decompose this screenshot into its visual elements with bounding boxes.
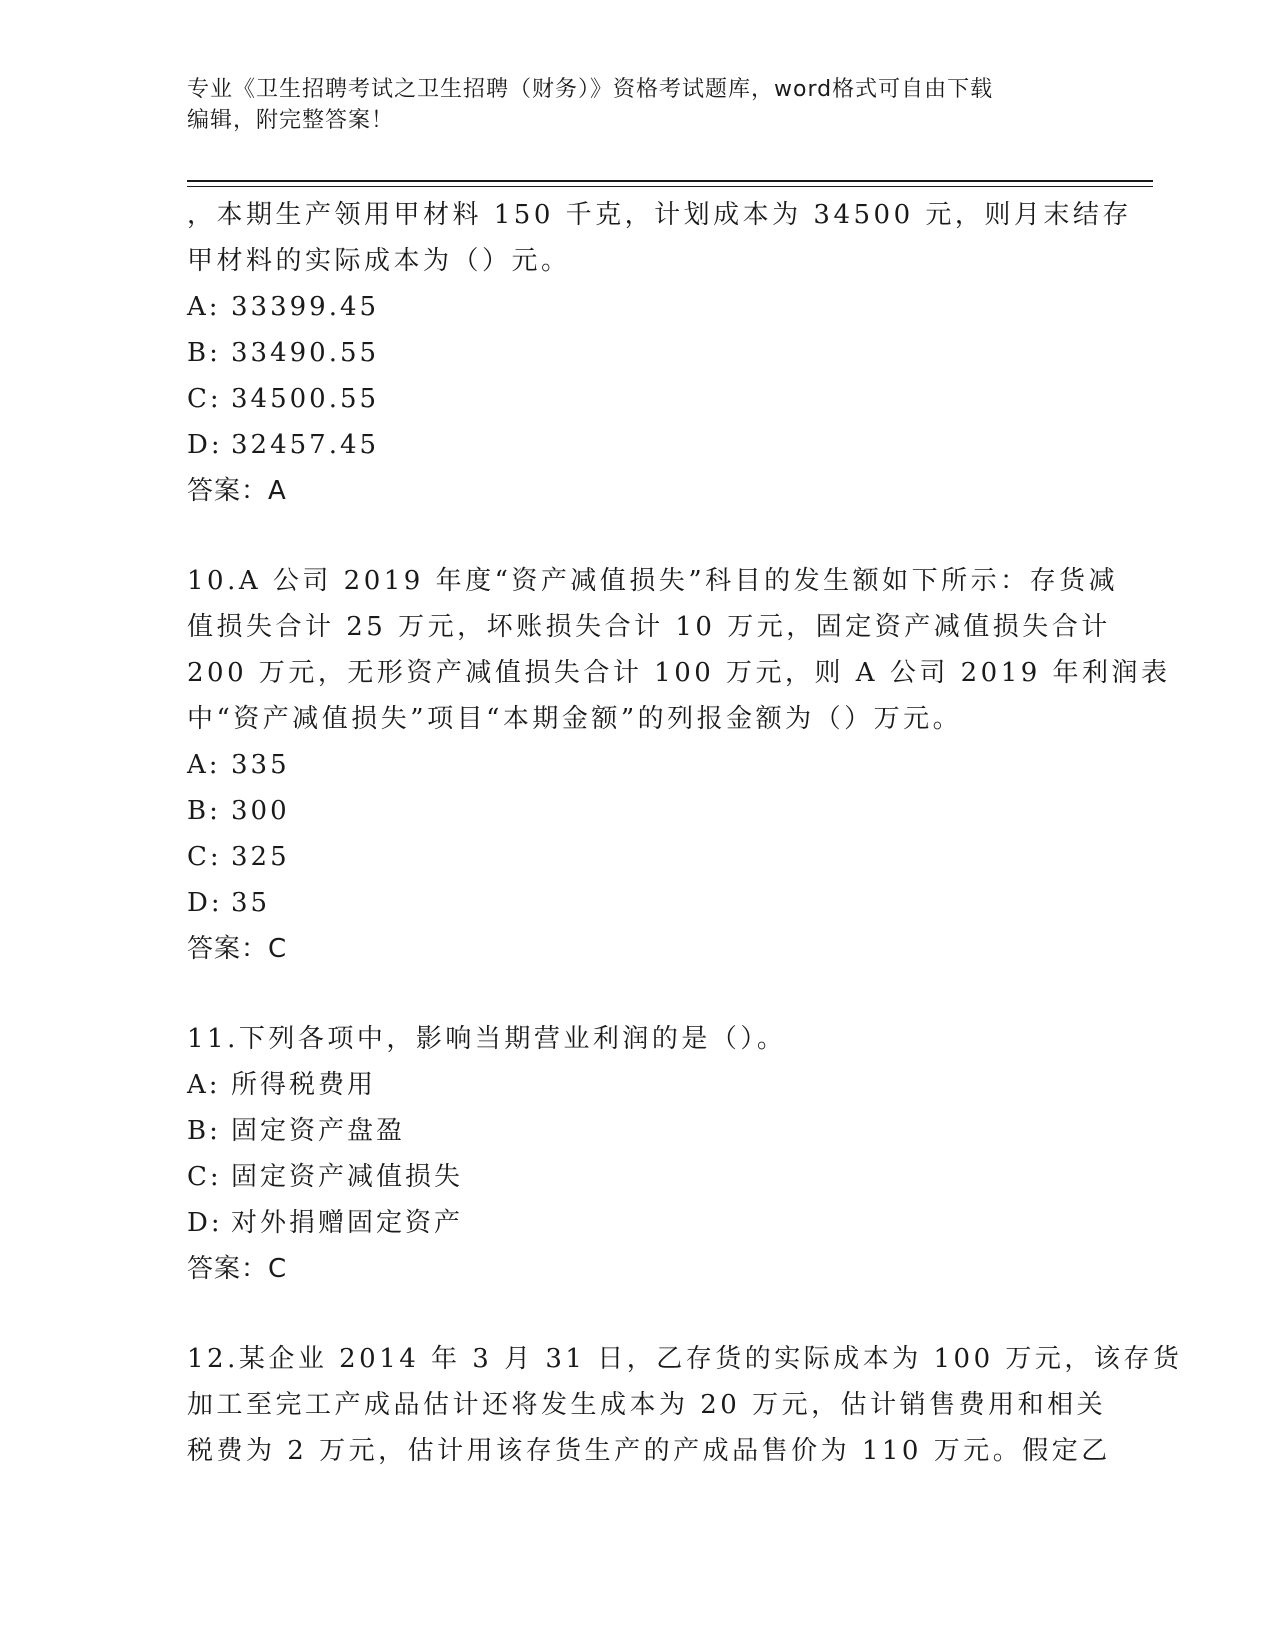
option-key: A: (187, 750, 221, 780)
question-stem-line: 甲材料的实际成本为（）元。 (187, 246, 571, 276)
option-d (187, 422, 1087, 468)
option-key: A: (187, 292, 221, 322)
option-text: 35 (231, 888, 271, 918)
option-a (187, 742, 1087, 788)
option-c (187, 376, 1087, 422)
question-stem-line: 200 万元，无形资产减值损失合计 100 万元，则 A 公司 2019 年利润表 (187, 658, 1171, 688)
option-key: B: (187, 796, 221, 826)
option-d (187, 880, 1087, 926)
spacer (187, 514, 1087, 558)
answer: 答案：C (187, 934, 288, 964)
question-9-continued (187, 192, 1132, 514)
answer: 答案：A (187, 476, 287, 506)
question-stem-line: 11.下列各项中，影响当期营业利润的是（）。 (187, 1024, 787, 1054)
question-stem-line: ，本期生产领用甲材料 150 千克，计划成本为 34500 元，则月末结存 (187, 200, 1132, 230)
question-11 (187, 1016, 1087, 1292)
header-divider-thick (187, 180, 1153, 182)
option-key: C: (187, 1162, 222, 1192)
option-key: C: (187, 842, 222, 872)
option-key: C: (187, 384, 222, 414)
spacer (187, 1292, 1087, 1336)
question-12 (187, 1336, 1183, 1474)
option-text: 325 (231, 842, 290, 872)
question-stem-line: 值损失合计 25 万元，坏账损失合计 10 万元，固定资产减值损失合计 (187, 612, 1111, 642)
question-10 (187, 558, 1171, 972)
option-d (187, 1200, 1087, 1246)
option-key: A: (187, 1070, 221, 1100)
option-text: 所得税费用 (231, 1070, 377, 1100)
option-text: 对外捐赠固定资产 (231, 1208, 464, 1238)
option-a (187, 1062, 1087, 1108)
option-text: 32457.45 (231, 430, 380, 460)
question-stem-line: 中“资产减值损失”项目“本期金额”的列报金额为（）万元。 (187, 704, 963, 734)
option-text: 34500.55 (231, 384, 380, 414)
option-text: 固定资产盘盈 (231, 1116, 406, 1146)
question-stem-line: 12.某企业 2014 年 3 月 31 日，乙存货的实际成本为 100 万元，该存货 (187, 1344, 1183, 1374)
option-c (187, 834, 1087, 880)
option-text: 33490.55 (231, 338, 380, 368)
header-line-1: 专业《卫生招聘考试之卫生招聘（财务）》资格考试题库，word格式可自由下载 (187, 77, 994, 102)
option-key: B: (187, 1116, 221, 1146)
option-key: B: (187, 338, 221, 368)
option-text: 335 (231, 750, 290, 780)
spacer (187, 972, 1087, 1016)
answer: 答案：C (187, 1254, 288, 1284)
question-stem-line: 税费为 2 万元，估计用该存货生产的产成品售价为 110 万元。假定乙 (187, 1436, 1111, 1466)
question-content (187, 192, 1183, 1474)
question-stem-line: 10.A 公司 2019 年度“资产减值损失”科目的发生额如下所示：存货减 (187, 566, 1119, 596)
option-key: D: (187, 430, 223, 460)
header-line-2: 编辑，附完整答案！ (187, 108, 395, 133)
option-text: 33399.45 (231, 292, 380, 322)
option-text: 固定资产减值损失 (231, 1162, 464, 1192)
option-key: D: (187, 1208, 223, 1238)
option-key: D: (187, 888, 223, 918)
option-text: 300 (231, 796, 290, 826)
question-stem-line: 加工至完工产成品估计还将发生成本为 20 万元，估计销售费用和相关 (187, 1390, 1107, 1420)
header-divider-thin (187, 186, 1153, 187)
option-c (187, 1154, 1087, 1200)
document-header (187, 74, 1087, 136)
option-b (187, 330, 1087, 376)
option-b (187, 788, 1087, 834)
option-a (187, 284, 1087, 330)
option-b (187, 1108, 1087, 1154)
